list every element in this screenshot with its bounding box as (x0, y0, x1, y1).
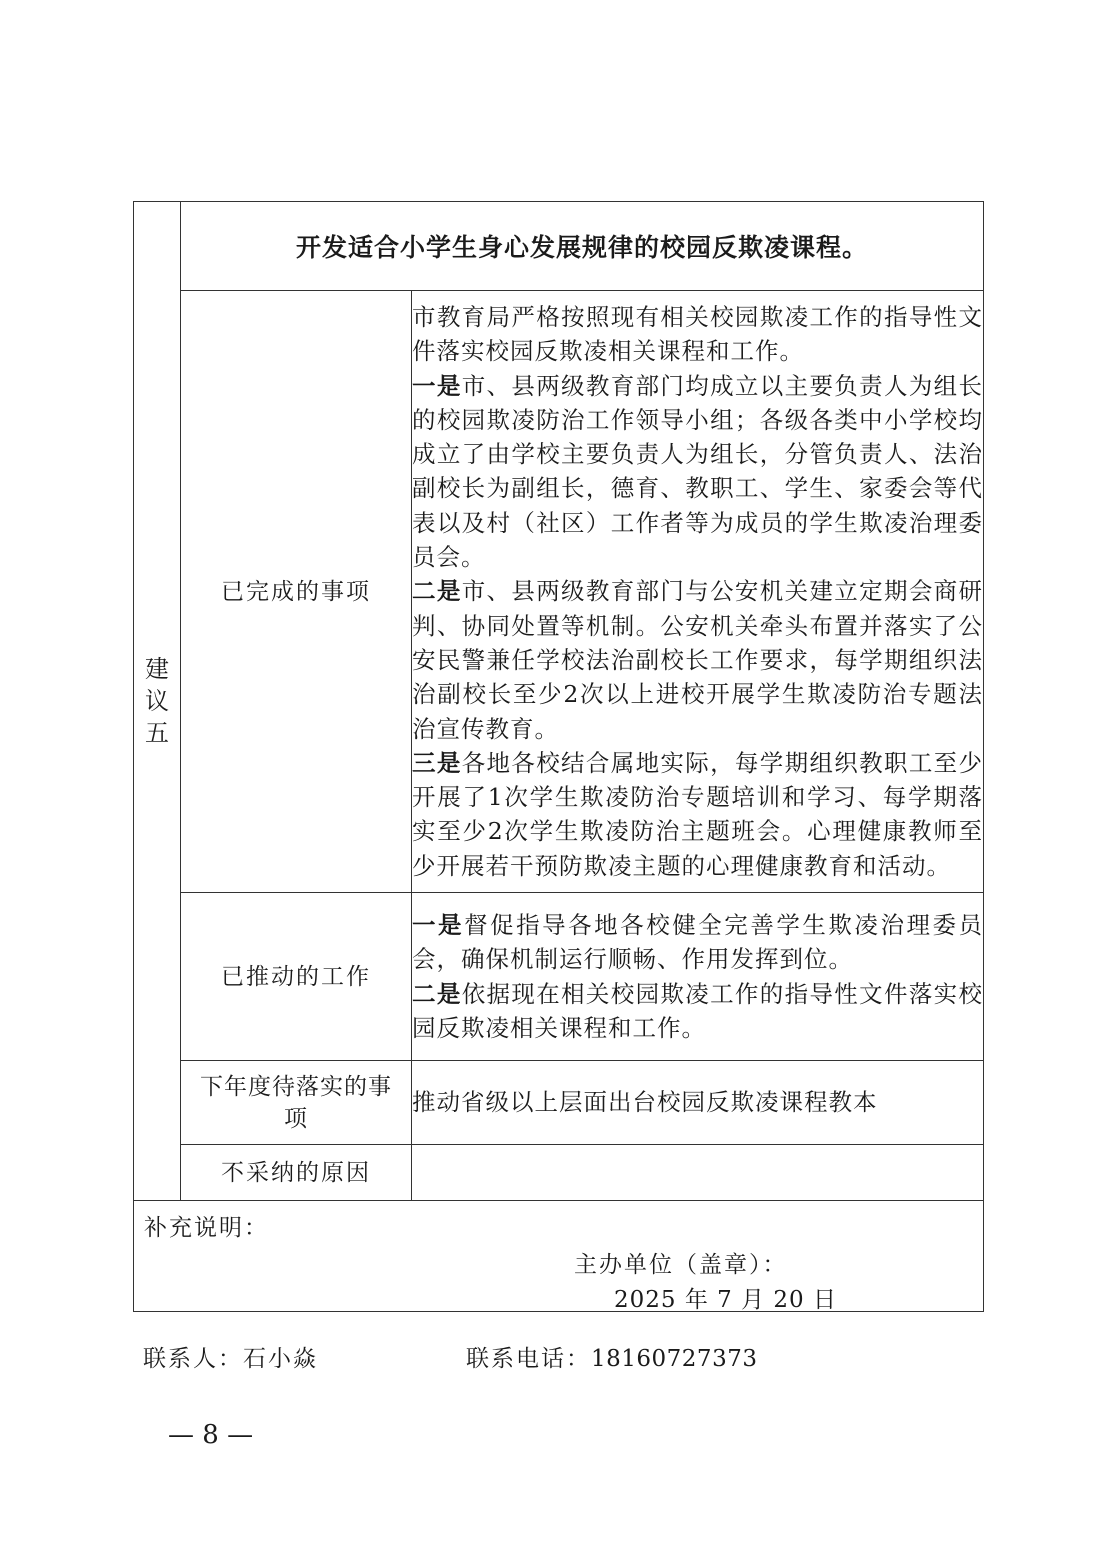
completed-content (412, 291, 984, 893)
side-label-char: 建 (145, 655, 169, 683)
contact-phone-label: 联系电话： (466, 1346, 591, 1372)
completed-item (412, 574, 983, 745)
item-lead: 三是 (412, 748, 462, 777)
item-text: 督促指导各地各校健全完善学生欺凌治理委员会，确保机制运行顺畅、作用发挥到位。 (412, 910, 984, 974)
sign-date: 2025 年 7 月 20 日 (614, 1287, 837, 1313)
proposal-number-label (134, 202, 181, 1201)
contact-person (143, 1340, 318, 1373)
promoted-content (412, 893, 984, 1061)
item-lead: 二是 (412, 577, 462, 606)
completed-item (412, 746, 983, 883)
promoted-label: 已推动的工作 (181, 893, 412, 1061)
supplement-section (134, 1201, 984, 1312)
next-year-content: 推动省级以上层面出台校园反欺凌课程教本 (412, 1061, 984, 1145)
contact-person-label: 联系人： (143, 1346, 243, 1372)
completed-item (412, 369, 983, 575)
promoted-item (412, 908, 983, 977)
not-adopted-label: 不采纳的原因 (181, 1145, 412, 1201)
not-adopted-content (412, 1145, 984, 1201)
proposal-title: 开发适合小学生身心发展规律的校园反欺凌课程。 (181, 202, 984, 291)
side-label-char: 五 (145, 719, 169, 747)
sponsor-seal-label: 主办单位（盖章）： (574, 1252, 788, 1278)
item-text: 依据现在相关校园欺凌工作的指导性文件落实校园反欺凌相关课程和工作。 (412, 979, 984, 1042)
item-lead: 二是 (412, 979, 462, 1008)
completed-label: 已完成的事项 (181, 291, 412, 893)
contact-phone (466, 1340, 757, 1373)
item-text: 市、县两级教育部门均成立以主要负责人为组长的校园欺凌防治工作领导小组；各级各类中小学校均成立了由学校主要负责人为组长，分管负责人、法治副校长为副组长，德育、教职工、学生、家委会等代表以及村（社区）工作者等为成员的学生欺凌治理委员会。 (412, 371, 984, 572)
contact-phone-number: 18160727373 (591, 1346, 758, 1372)
item-text: 各地各校结合属地实际，每学期组织教职工至少开展了1次学生欺凌防治专题培训和学习、每学期落实至少2次学生欺凌防治主题班会。心理健康教师至少开展若干预防欺凌主题的心理健康教育和活动。 (412, 748, 984, 880)
item-lead: 一是 (412, 371, 462, 400)
proposal-table (133, 201, 984, 1312)
item-lead: 一是 (412, 910, 465, 939)
item-text: 市、县两级教育部门与公安机关建立定期会商研判、协同处置等机制。公安机关牵头布置并落实了公安民警兼任学校法治副校长工作要求，每学期组织法治副校长至少2次以上进校开展学生欺凌防治专题法治宣传教育。 (412, 577, 984, 743)
supplement-label: 补充说明： (144, 1215, 269, 1241)
page-number: — 8 — (168, 1420, 254, 1450)
contact-person-name: 石小焱 (243, 1346, 318, 1372)
side-label-char: 议 (145, 687, 169, 715)
promoted-item (412, 977, 983, 1046)
completed-intro: 市教育局严格按照现有相关校园欺凌工作的指导性文件落实校园反欺凌相关课程和工作。 (412, 302, 983, 366)
next-year-label: 下年度待落实的事项 (181, 1061, 412, 1145)
